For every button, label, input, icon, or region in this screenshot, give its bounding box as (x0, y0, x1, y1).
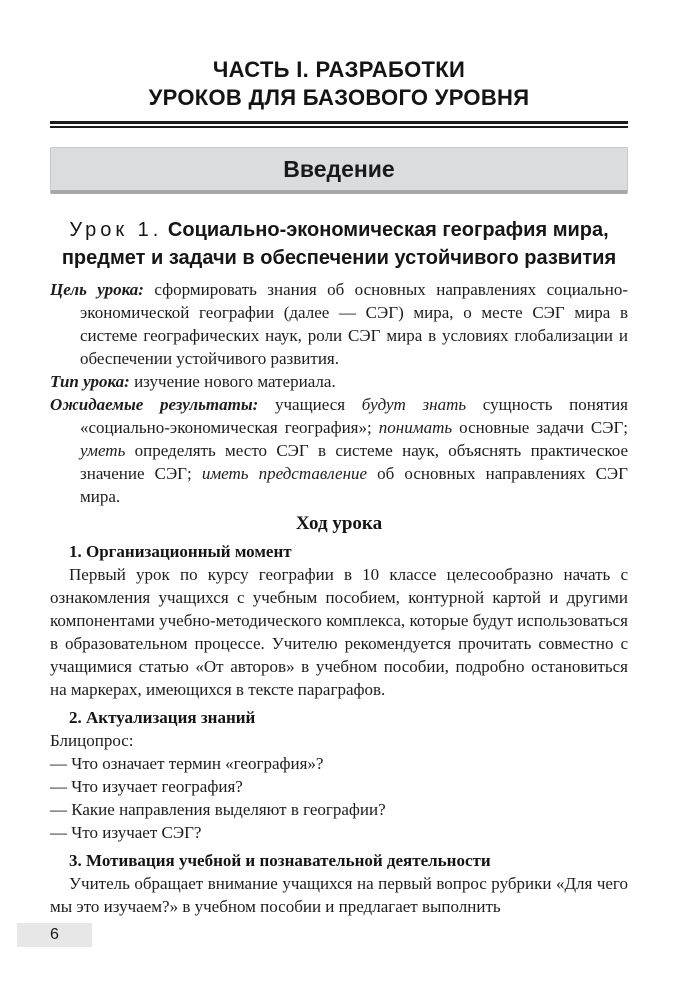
part-title (50, 56, 628, 112)
chapter-header-bar (50, 147, 628, 194)
section-heading: 3. Мотивация учебной и познавательной деятельности (69, 851, 491, 870)
part-title-line1: ЧАСТЬ I. РАЗРАБОТКИ (212, 57, 466, 82)
blitz-question: — Какие направления выделяют в географии? (50, 800, 386, 819)
section-paragraph: Первый урок по курсу географии в 10 классе целесообразно начать с ознакомления учащихся с учебным пособием, контурной картой и другими компонентами учебно-методического комплекса, которые будут использоваться в образовательном процессе. Учителю рекомендуется прочитать совместно с учащимися статью «От авторов» в учебном пособии, подробно остановиться на маркерах, имеющихся в тексте параграфов. (50, 565, 628, 699)
lesson-type (50, 370, 628, 393)
section-heading: 2. Актуализация знаний (69, 708, 256, 727)
chapter-title: Введение (283, 155, 395, 182)
blitz-quiz-list (50, 729, 628, 844)
results-label: Ожидаемые результаты: (50, 395, 259, 414)
page-number: 6 (50, 926, 59, 943)
results-emphasis: иметь представление (201, 464, 368, 483)
section-2 (50, 706, 628, 844)
goal-text: сформировать знания об основных направлениях социально-экономической географии (далее — СЭГ) мира, о месте СЭГ мира в системе географических наук, роли СЭГ мира в условиях глобализации и обеспечении устойчивого развития. (80, 280, 628, 368)
type-text: изучение нового материала. (129, 372, 336, 391)
blitz-question: — Что означает термин «география»? (50, 754, 324, 773)
results-text: об основных направлениях СЭГ мира. (80, 464, 628, 506)
blitz-question: — Что изучает география? (50, 777, 243, 796)
results-emphasis: понимать (378, 418, 453, 437)
part-title-line2: УРОКОВ ДЛЯ БАЗОВОГО УРОВНЯ (148, 85, 530, 110)
lesson-goal (50, 278, 628, 370)
course-heading: Ход урока (295, 513, 383, 534)
results-text: учащиеся (258, 395, 362, 414)
lesson-title-line2: предмет и задачи в обеспечении устойчивого развития (61, 247, 617, 269)
results-emphasis: будут знать (361, 395, 467, 414)
section-3 (50, 849, 628, 918)
lesson-meta (50, 278, 628, 508)
type-label: Тип урока: (50, 372, 130, 391)
double-rule-divider (50, 121, 628, 128)
results-text: определять место СЭГ в системе наук, объяснять практическое значение СЭГ; (80, 441, 628, 483)
goal-label: Цель урока: (50, 280, 144, 299)
section-1 (50, 540, 628, 701)
section-heading: 1. Организационный момент (69, 542, 292, 561)
blitz-intro: Блицопрос: (50, 731, 134, 750)
lesson-number-label: Урок 1. (69, 219, 163, 241)
results-emphasis: уметь (80, 441, 126, 460)
lesson-expected-results (50, 393, 628, 508)
results-text: основные задачи СЭГ; (452, 418, 628, 437)
section-paragraph: Учитель обращает внимание учащихся на первый вопрос рубрики «Для чего мы это изучаем?» в учебном пособии и предлагает выполнить (50, 874, 628, 916)
lesson-title (50, 216, 628, 272)
page-number-box (17, 923, 92, 947)
lesson-title-text: Социально-экономическая география мира, (162, 219, 609, 241)
blitz-question: — Что изучает СЭГ? (50, 823, 202, 842)
results-text: сущность понятия «социально-экономическая география»; (80, 395, 628, 437)
lesson-title-line1 (50, 216, 628, 244)
